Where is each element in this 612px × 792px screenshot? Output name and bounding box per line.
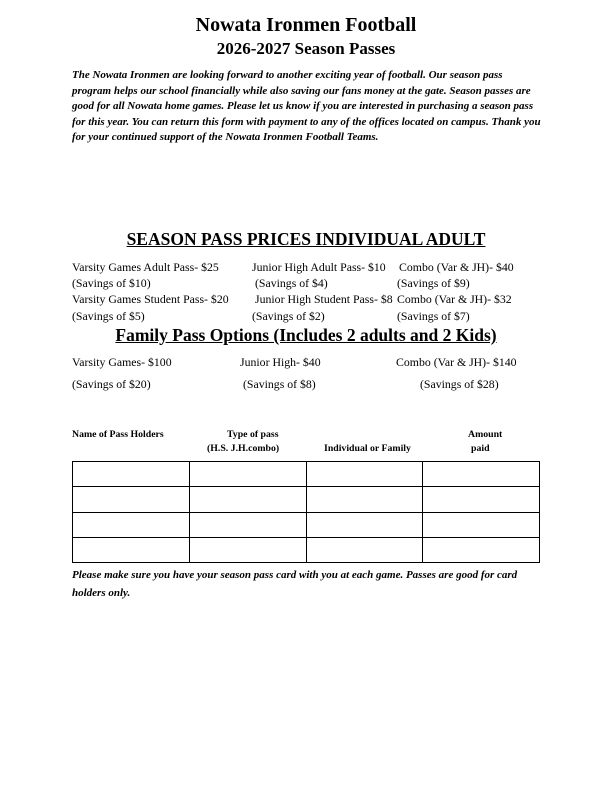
combo-adult-price: Combo (Var & JH)- $40 [399, 260, 514, 274]
jh-adult-price: Junior High Adult Pass- $10 [252, 260, 386, 274]
jh-student-price: Junior High Student Pass- $8 [255, 292, 393, 306]
column-header-individual-family: Individual or Family [324, 443, 411, 454]
name-cell[interactable] [73, 513, 190, 538]
name-cell[interactable] [73, 462, 190, 487]
individual-family-cell[interactable] [307, 538, 424, 563]
column-header-amount: Amount [468, 429, 503, 440]
intro-paragraph: The Nowata Ironmen are looking forward to another exciting year of football. Our season pass program helps our school financially while also saving our fans money at the gate. Season passes are good for all Nowata home games. Please let us know if you are interested in purchasing a season pass for this year. You can return this form with payment to any of the offices located on campus. Thank you for your continued support of the Nowata Ironmen Football Teams. [72, 69, 541, 144]
family-jh-savings: (Savings of $8) [243, 377, 316, 391]
combo-student-savings: (Savings of $7) [397, 309, 470, 323]
family-combo-price: Combo (Var & JH)- $140 [396, 355, 517, 369]
family-jh-price: Junior High- $40 [240, 355, 321, 369]
column-header-type-hint: (H.S. J.H.combo) [207, 443, 280, 454]
name-cell[interactable] [73, 487, 190, 512]
combo-student-price: Combo (Var & JH)- $32 [397, 292, 512, 306]
column-header-paid: paid [471, 443, 490, 454]
individual-family-cell[interactable] [307, 513, 424, 538]
varsity-adult-savings: (Savings of $10) [72, 276, 151, 290]
type-cell[interactable] [190, 462, 307, 487]
amount-cell[interactable] [423, 513, 540, 538]
family-pass-heading: Family Pass Options (Includes 2 adults and 2 Kids) [115, 325, 497, 345]
column-header-type: Type of pass [227, 429, 279, 440]
pass-holder-table [72, 461, 540, 563]
varsity-student-savings: (Savings of $5) [72, 309, 145, 323]
type-cell[interactable] [190, 487, 307, 512]
type-cell[interactable] [190, 538, 307, 563]
family-varsity-price: Varsity Games- $100 [72, 355, 172, 369]
page-title: Nowata Ironmen Football [195, 14, 417, 36]
amount-cell[interactable] [423, 487, 540, 512]
individual-prices-heading: SEASON PASS PRICES INDIVIDUAL ADULT [126, 229, 486, 249]
name-cell[interactable] [73, 538, 190, 563]
family-varsity-savings: (Savings of $20) [72, 377, 151, 391]
type-cell[interactable] [190, 513, 307, 538]
footer-note: Please make sure you have your season pass card with you at each game. Passes are good for card holders only. [72, 569, 518, 599]
varsity-student-price: Varsity Games Student Pass- $20 [72, 292, 229, 306]
jh-student-savings: (Savings of $2) [252, 309, 325, 323]
jh-adult-savings: (Savings of $4) [255, 276, 328, 290]
individual-family-cell[interactable] [307, 487, 424, 512]
family-combo-savings: (Savings of $28) [420, 377, 499, 391]
amount-cell[interactable] [423, 462, 540, 487]
page-subtitle: 2026-2027 Season Passes [216, 39, 396, 58]
column-header-name: Name of Pass Holders [72, 429, 164, 440]
combo-adult-savings: (Savings of $9) [397, 276, 470, 290]
amount-cell[interactable] [423, 538, 540, 563]
individual-family-cell[interactable] [307, 462, 424, 487]
varsity-adult-price: Varsity Games Adult Pass- $25 [72, 260, 219, 274]
